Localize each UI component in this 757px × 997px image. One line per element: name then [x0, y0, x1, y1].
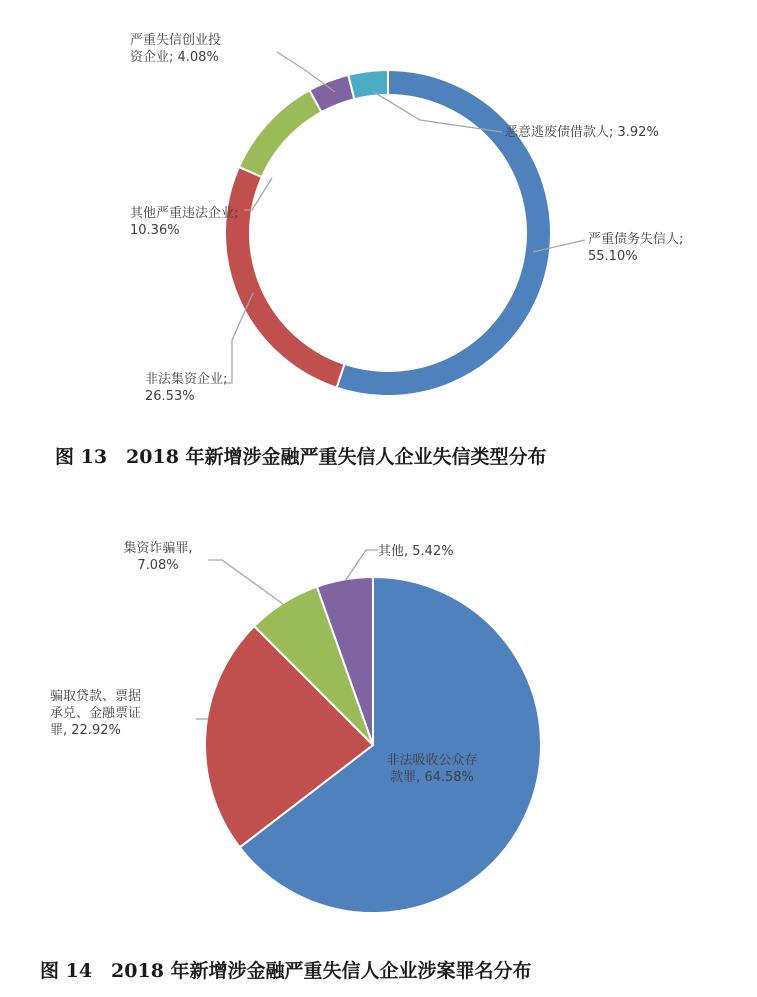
donut-slice-label-3-line: 严重失信创业投: [130, 33, 222, 48]
donut-slice-label-4-line: 恶意逃废债借款人; 3.92%: [505, 125, 659, 140]
figure-13-caption: 图 13 2018 年新增涉金融严重失信人企业失信类型分布: [55, 446, 547, 468]
donut-leader-line-3: [277, 52, 335, 92]
pie-chart-crime-types: [50, 540, 541, 913]
donut-slice-label-1: [145, 371, 227, 404]
figure-14-caption: 图 14 2018 年新增涉金融严重失信人企业涉案罪名分布: [40, 960, 532, 982]
donut-slice-label-2: [130, 205, 238, 238]
donut-slice-label-0: [588, 231, 683, 264]
pie-slice-label-2-line: 7.08%: [137, 558, 179, 573]
donut-slice-label-0-line: 严重债务失信人;: [588, 232, 684, 247]
donut-slice-2: [239, 90, 322, 177]
pie-slice-label-3-line: 其他, 5.42%: [378, 544, 454, 559]
pie-slice-label-1-line: 骗取贷款、票据: [50, 689, 142, 704]
pie-slice-label-1: [50, 688, 141, 738]
pie-slice-label-0-line: 款罪, 64.58%: [390, 770, 474, 785]
pie-slice-label-1-line: 承兑、金融票证: [50, 706, 142, 721]
donut-slice-1: [225, 167, 344, 388]
donut-slice-label-1-line: 非法集资企业;: [145, 372, 228, 387]
pie-slice-label-3: [378, 543, 454, 559]
donut-slice-label-0-line: 55.10%: [588, 249, 638, 264]
donut-slice-label-3: [130, 32, 221, 65]
donut-slice-4: [348, 70, 388, 99]
pie-leader-line-2: [208, 560, 283, 604]
pie-slice-label-1-line: 罪, 22.92%: [50, 723, 121, 738]
donut-slice-label-2-line: 10.36%: [130, 223, 180, 238]
pie-slice-label-0-line: 非法吸收公众存: [386, 753, 478, 768]
donut-slice-label-1-line: 26.53%: [145, 389, 195, 404]
donut-slice-0: [337, 70, 551, 396]
donut-chart-credit-types: [130, 32, 683, 404]
donut-slice-label-4: [505, 124, 659, 140]
donut-slice-label-2-line: 其他严重违法企业;: [130, 206, 239, 221]
pie-slice-label-2-line: 集资诈骗罪,: [123, 541, 193, 556]
pie-slice-label-2: [123, 540, 192, 573]
donut-slice-label-3-line: 资企业; 4.08%: [130, 50, 219, 65]
